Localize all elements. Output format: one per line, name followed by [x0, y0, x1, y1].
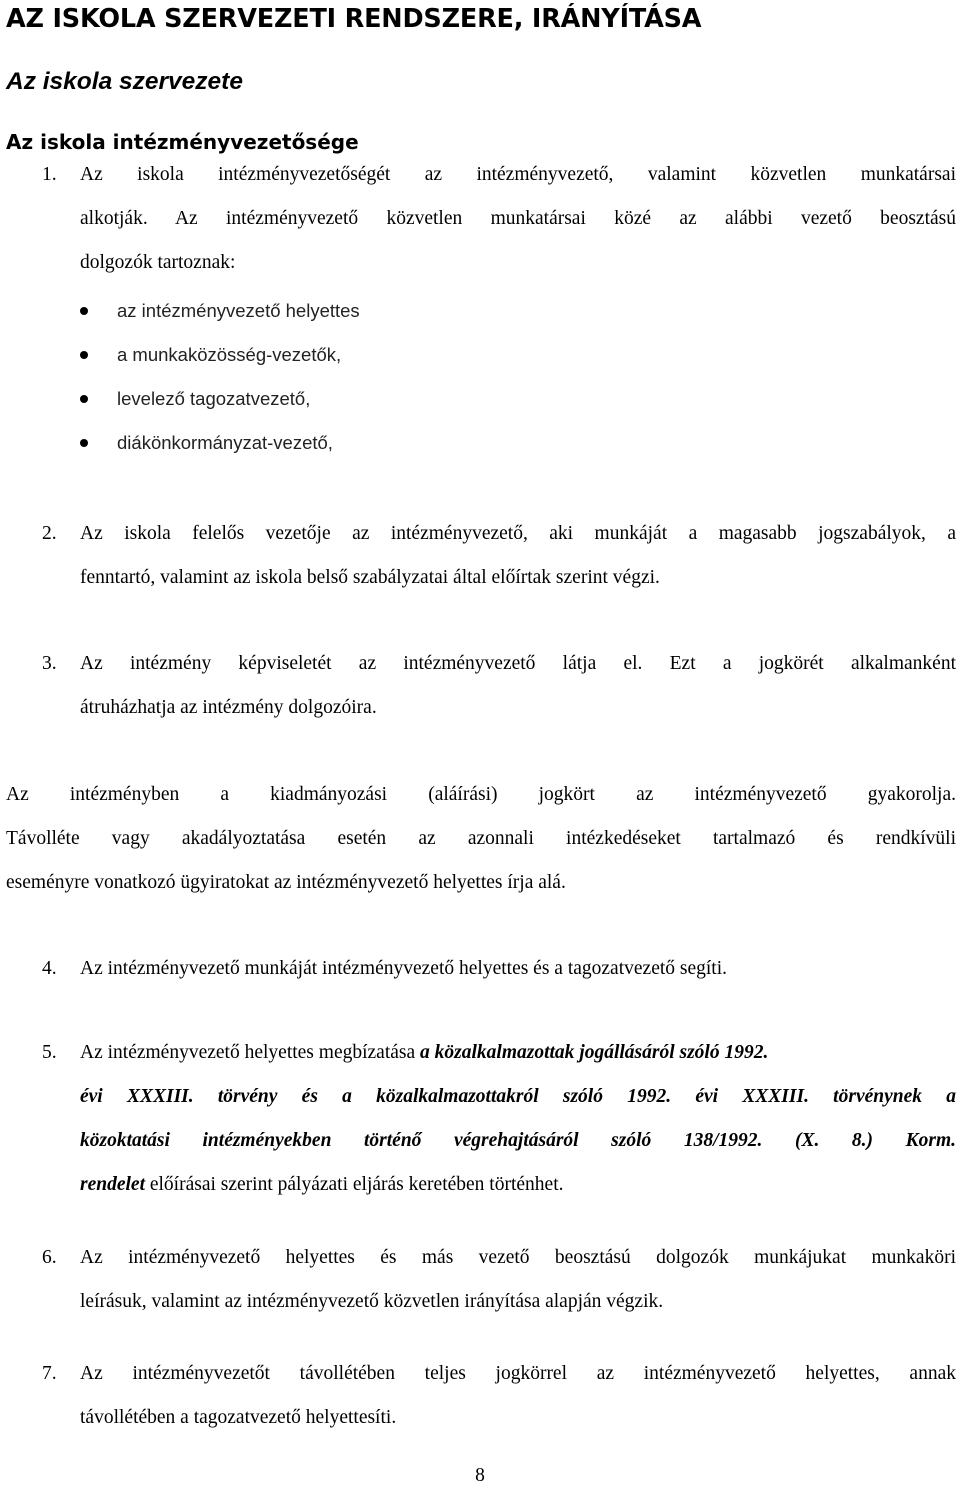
- law-reference: a közalkalmazottak jogállásáról szóló 1992.: [420, 1042, 769, 1063]
- bullet-icon: [80, 307, 88, 315]
- paragraph-line: Az intézményvezető munkáját intézményvezető helyettes és a tagozatvezető segíti.: [80, 958, 728, 979]
- paragraph-number: 7.: [42, 1363, 57, 1384]
- paragraph-number: 2.: [42, 523, 57, 544]
- paragraph-text: előírásai szerint pályázati eljárás keretében történhet.: [144, 1174, 564, 1195]
- paragraph-line: Az iskola intézményvezetőségét az intézményvezető, valamint közvetlen munkatársai: [80, 164, 956, 185]
- bullet-icon: [80, 351, 88, 359]
- paragraph-number: 4.: [42, 958, 57, 979]
- paragraph-number: 1.: [42, 164, 57, 185]
- paragraph-line: alkotják. Az intézményvezető közvetlen munkatársai közé az alábbi vezető beosztású: [80, 208, 956, 229]
- paragraph-number: 5.: [42, 1042, 57, 1063]
- paragraph-line: Az intézményben a kiadmányozási (aláírási) jogkört az intézményvezető gyakorolja.: [6, 784, 956, 805]
- paragraph-number: 6.: [42, 1247, 57, 1268]
- page-number: 8: [475, 1465, 485, 1486]
- heading-subsection: Az iskola intézményvezetősége: [6, 130, 359, 154]
- law-reference: közoktatási intézményekben történő végrehajtásáról szóló 138/1992. (X. 8.) Korm.: [80, 1130, 956, 1151]
- bullet-icon: [80, 439, 88, 447]
- paragraph-line: Az iskola felelős vezetője az intézményvezető, aki munkáját a magasabb jogszabályok, a: [80, 523, 956, 544]
- heading-chapter: AZ ISKOLA SZERVEZETI RENDSZERE, IRÁNYÍTÁSA: [6, 4, 702, 34]
- paragraph-line: [80, 1040, 768, 1066]
- law-reference: évi XXXIII. törvény és a közalkalmazottakról szóló 1992. évi XXXIII. törvénynek a: [80, 1086, 956, 1107]
- paragraph-text: Az intézményvezető helyettes megbízatása: [80, 1042, 421, 1063]
- paragraph-line: távollétében a tagozatvezető helyettesíti.: [80, 1407, 397, 1428]
- bullet-icon: [80, 395, 88, 403]
- heading-section: Az iskola szervezete: [6, 68, 243, 95]
- paragraph-line: fenntartó, valamint az iskola belső szabályzatai által előírtak szerint végzi.: [80, 567, 660, 588]
- paragraph-line: eseményre vonatkozó ügyiratokat az intézményvezető helyettes írja alá.: [6, 872, 566, 893]
- paragraph-line: dolgozók tartoznak:: [80, 252, 236, 273]
- paragraph-line: Távolléte vagy akadályoztatása esetén az azonnali intézkedéseket tartalmazó és rendkívüli: [6, 828, 956, 849]
- law-reference: rendelet: [80, 1174, 145, 1195]
- paragraph-line: Az intézményvezető helyettes és más vezető beosztású dolgozók munkájukat munkaköri: [80, 1247, 956, 1268]
- paragraph-line: leírásuk, valamint az intézményvezető közvetlen irányítása alapján végzik.: [80, 1291, 664, 1312]
- paragraph-line: átruházhatja az intézmény dolgozóira.: [80, 697, 377, 718]
- paragraph-line: [80, 1172, 563, 1198]
- paragraph-line: Az intézményvezetőt távollétében teljes jogkörrel az intézményvezető helyettes, annak: [80, 1363, 956, 1384]
- paragraph-number: 3.: [42, 653, 57, 674]
- document-page: AZ ISKOLA SZERVEZETI RENDSZERE, IRÁNYÍTÁSA Az iskola szervezete Az iskola intézményvezetősége 1. Az iskola intézményvezetőségét az intézményvezető, valamint közvetlen munkatársai alkotják. Az intézményvezető közvetlen munkatársai közé az alábbi vezető beosztású dolgozók tartoznak: az intézményvezető helyettes a munkaközösség-vezetők, levelező tagozatvezető, diákönkormányzat-vezető, 2. Az iskola felelős vezetője az intézményvezető, aki munkáját a magasabb jogszabályok, a fenntartó, valamint az iskola belső szabályzatai által előírtak szerint végzi. 3. Az intézmény képviseletét az intézményvezető látja el. Ezt a jogkörét alkalmanként átruházhatja az intézmény dolgozóira. Az intézményben a kiadmányozási (aláírási) jogkört az intézményvezető gyakorolja. Távolléte vagy akadályoztatása esetén az azonnali intézkedéseket tartalmazó és rendkívüli eseményre vonatkozó ügyiratokat az intézményvezető helyettes írja alá. 4. Az intézményvezető munkáját intézményvezető helyettes és a tagozatvezető segíti. 5. Az intézményvezető helyettes megbízatása a közalkalmazottak jogállásáról szóló 1992. évi XXXIII. törvény és a közalkalmazottakról szóló 1992. évi XXXIII. törvénynek a közoktatási intézményekben történő végrehajtásáról szóló 138/1992. (X. 8.) Korm. rendelet előírásai szerint pályázati eljárás keretében történhet. 6. Az intézményvezető helyettes és más vezető beosztású dolgozók munkájukat munkaköri leírásuk, valamint az intézményvezető közvetlen irányítása alapján végzik. 7. Az intézményvezetőt távollétében teljes jogkörrel az intézményvezető helyettes, annak távollétében a tagozatvezető helyettesíti. 8: [0, 0, 960, 1488]
- paragraph-line: Az intézmény képviseletét az intézményvezető látja el. Ezt a jogkörét alkalmanként: [80, 653, 956, 674]
